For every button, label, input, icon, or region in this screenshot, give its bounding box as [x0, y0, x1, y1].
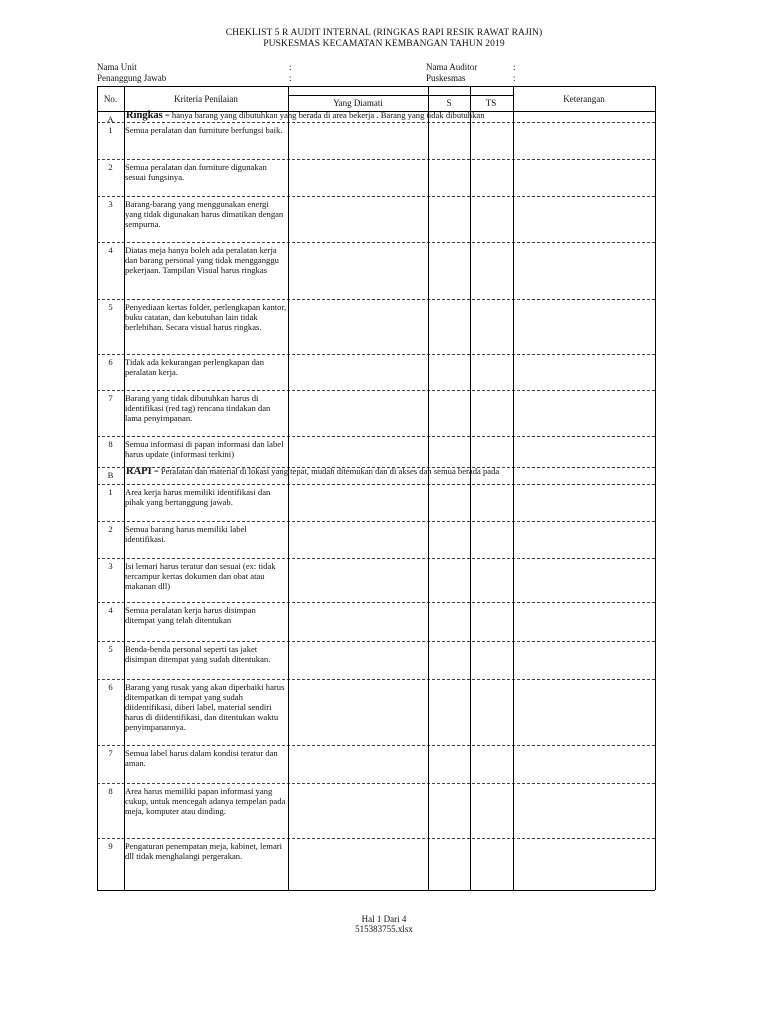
keterangan-cell[interactable]: [514, 197, 654, 241]
keterangan-cell[interactable]: [514, 485, 654, 520]
ts-check-cell[interactable]: [471, 391, 512, 435]
ts-check-cell[interactable]: [471, 522, 512, 557]
s-check-cell[interactable]: [429, 300, 469, 353]
item-criteria: Diatas meja hanya boleh ada peralatan kerja dan barang personal yang tidak mengganggu pekerjaan. Tampilan Visual harus ringkas: [125, 245, 279, 275]
keterangan-cell[interactable]: [514, 746, 654, 782]
item-criteria: Barang-barang yang menggunakan energi yang tidak digunakan harus dimatikan dengan sempurna.: [125, 199, 284, 229]
yang-diamati-cell[interactable]: [289, 160, 427, 195]
ts-check-cell[interactable]: [471, 160, 512, 195]
header-yang-diamati: Yang Diamati: [333, 98, 383, 108]
row-separator: [97, 196, 655, 197]
row-separator: [97, 838, 655, 839]
puskesmas-label: Puskesmas: [426, 73, 466, 83]
item-criteria: Barang yang rusak yang akan diperbaiki harus ditempatkan di tempat yang sudah diidentifikasi, diberi label, material sendiri harus di diidentifikasi, dan ditentukan waktu penyimpanannya.: [125, 682, 285, 732]
row-separator: [97, 602, 655, 603]
item-number: 6: [108, 682, 113, 692]
item-criteria: Penyediaan kertas folder, perlengkapan kantor, buku catatan, dan kebutuhan lain tidak berlebihan. Secara visual harus ringkas.: [125, 302, 287, 332]
ts-check-cell[interactable]: [471, 642, 512, 678]
item-number: 8: [108, 439, 113, 449]
row-separator: [97, 122, 655, 123]
keterangan-cell[interactable]: [514, 391, 654, 435]
row-separator: [97, 354, 655, 355]
header-split-line: [288, 95, 513, 96]
s-check-cell[interactable]: [429, 391, 469, 435]
column-border: [288, 86, 289, 890]
item-number: 1: [108, 487, 113, 497]
column-border: [513, 86, 514, 890]
row-separator: [97, 467, 655, 468]
keterangan-cell[interactable]: [514, 603, 654, 640]
s-check-cell[interactable]: [429, 603, 469, 640]
ts-check-cell[interactable]: [471, 355, 512, 389]
s-check-cell[interactable]: [429, 355, 469, 389]
item-criteria: Barang yang tidak dibutuhkan harus di identifikasi (red tag) rencana tindakan dan lama penyimpanan.: [125, 393, 271, 423]
s-check-cell[interactable]: [429, 123, 469, 158]
column-border: [428, 86, 429, 890]
item-number: 2: [108, 524, 113, 534]
keterangan-cell[interactable]: [514, 243, 654, 298]
item-criteria: Semua peralatan dan furniture digunakan sesuai fungsinya.: [125, 162, 267, 182]
row-separator: [97, 521, 655, 522]
s-check-cell[interactable]: [429, 485, 469, 520]
ts-check-cell[interactable]: [471, 485, 512, 520]
row-separator: [97, 390, 655, 391]
row-separator: [97, 745, 655, 746]
item-number: 4: [108, 605, 113, 615]
penanggung-jawab-sep: :: [289, 73, 292, 83]
nama-auditor-sep: :: [513, 62, 516, 72]
item-number: 5: [108, 644, 113, 654]
item-criteria: Semua informasi di papan informasi dan label harus update (informasi terkini): [125, 439, 284, 459]
s-check-cell[interactable]: [429, 642, 469, 678]
nama-unit-label: Nama Unit: [97, 62, 137, 72]
item-number: 1: [108, 125, 113, 135]
ts-check-cell[interactable]: [471, 746, 512, 782]
item-criteria: Semua barang harus memiliki label identifikasi.: [125, 524, 247, 544]
item-number: 3: [108, 199, 113, 209]
yang-diamati-cell[interactable]: [289, 437, 427, 466]
page-number: Hal 1 Dari 4: [361, 914, 407, 924]
row-separator: [97, 436, 655, 437]
ts-check-cell[interactable]: [471, 243, 512, 298]
s-check-cell[interactable]: [429, 243, 469, 298]
item-criteria: Tidak ada kekurangan perlengkapan dan peralatan kerja.: [125, 357, 265, 377]
s-check-cell[interactable]: [429, 839, 469, 889]
item-criteria: Semua peralatan kerja harus disimpan ditempat yang telah ditentukan: [125, 605, 256, 625]
row-separator: [97, 159, 655, 160]
s-check-cell[interactable]: [429, 160, 469, 195]
document-subtitle: PUSKESMAS KECAMATAN KEMBANGAN TAHUN 2019: [263, 39, 505, 49]
section-title-rest: = hanya barang yang dibutuhkan yang berada di area bekerja . Barang yang tidak dibutuhkan: [164, 110, 485, 120]
section-letter: A: [107, 114, 114, 124]
ts-check-cell[interactable]: [471, 300, 512, 353]
row-separator: [97, 558, 655, 559]
yang-diamati-cell[interactable]: [289, 391, 427, 435]
ts-check-cell[interactable]: [471, 680, 512, 744]
s-check-cell[interactable]: [429, 522, 469, 557]
ts-check-cell[interactable]: [471, 197, 512, 241]
section-title-bold: RAPI: [126, 466, 152, 477]
keterangan-cell[interactable]: [514, 559, 654, 601]
keterangan-cell[interactable]: [514, 437, 654, 466]
yang-diamati-cell[interactable]: [289, 559, 427, 601]
item-criteria: Pengaturan penempatan meja, kabinet, lemari dll tidak menghalangi pergerakan.: [125, 841, 283, 861]
item-number: 7: [108, 748, 113, 758]
yang-diamati-cell[interactable]: [289, 123, 427, 158]
header-keterangan: Keterangan: [563, 94, 605, 104]
column-border: [97, 86, 98, 890]
ts-check-cell[interactable]: [471, 123, 512, 158]
yang-diamati-cell[interactable]: [289, 300, 427, 353]
nama-unit-sep: :: [289, 62, 292, 72]
s-check-cell[interactable]: [429, 437, 469, 466]
section-letter: B: [107, 470, 114, 480]
row-separator: [97, 679, 655, 680]
row-separator: [97, 299, 655, 300]
keterangan-cell[interactable]: [514, 160, 654, 195]
keterangan-cell[interactable]: [514, 642, 654, 678]
item-number: 6: [108, 357, 113, 367]
keterangan-cell[interactable]: [514, 123, 654, 158]
row-separator: [97, 484, 655, 485]
column-border: [655, 86, 656, 890]
item-criteria: Area harus memiliki papan informasi yang cukup, untuk mencegah adanya tempelan pada meja, komputer atau dinding.: [125, 786, 286, 816]
item-number: 2: [108, 162, 113, 172]
item-number: 9: [108, 841, 113, 851]
item-number: 3: [108, 561, 113, 571]
item-number: 8: [108, 786, 113, 796]
document-title: CHEKLIST 5 R AUDIT INTERNAL (RINGKAS RAPI RESIK RAWAT RAJIN): [225, 28, 543, 38]
row-separator: [97, 242, 655, 243]
s-check-cell[interactable]: [429, 680, 469, 744]
table-top-border: [97, 86, 655, 87]
item-criteria: Benda-benda personal seperti tas jaket disimpan ditempat yang sudah ditentukan.: [125, 644, 271, 664]
keterangan-cell[interactable]: [514, 355, 654, 389]
item-criteria: Area kerja harus memiliki identifikasi dan pihak yang bertanggung jawab.: [125, 487, 271, 507]
header-ts: TS: [485, 98, 497, 108]
row-separator: [97, 641, 655, 642]
puskesmas-sep: :: [513, 73, 516, 83]
column-border: [124, 86, 125, 890]
ts-check-cell[interactable]: [471, 437, 512, 466]
file-name: 515383755.xlsx: [355, 924, 413, 934]
section-title-rest: = Peralatan dan material di lokasi yang tepat, mudah ditemukan dan di akses dan semua berada pada: [153, 466, 500, 476]
keterangan-cell[interactable]: [514, 839, 654, 889]
penanggung-jawab-label: Penanggung Jawab: [97, 73, 167, 83]
item-criteria: Isi lemari harus teratur dan sesuai (ex: tidak tercampur kertas dokumen dan obat atau makanan dll): [125, 561, 276, 591]
yang-diamati-cell[interactable]: [289, 642, 427, 678]
item-number: 4: [108, 245, 113, 255]
header-kriteria: Kriteria Penilaian: [174, 94, 238, 104]
keterangan-cell[interactable]: [514, 522, 654, 557]
yang-diamati-cell[interactable]: [289, 243, 427, 298]
ts-check-cell[interactable]: [471, 559, 512, 601]
ts-check-cell[interactable]: [471, 839, 512, 889]
yang-diamati-cell[interactable]: [289, 197, 427, 241]
keterangan-cell[interactable]: [514, 680, 654, 744]
yang-diamati-cell[interactable]: [289, 680, 427, 744]
yang-diamati-cell[interactable]: [289, 522, 427, 557]
keterangan-cell[interactable]: [514, 784, 654, 837]
yang-diamati-cell[interactable]: [289, 839, 427, 889]
header-no: No.: [103, 94, 118, 104]
header-s: S: [446, 98, 452, 108]
table-bottom-border: [97, 890, 655, 891]
ts-check-cell[interactable]: [471, 603, 512, 640]
ts-check-cell[interactable]: [471, 784, 512, 837]
header-bottom-border: [97, 111, 655, 112]
s-check-cell[interactable]: [429, 746, 469, 782]
column-border: [470, 86, 471, 890]
nama-auditor-label: Nama Auditor: [426, 62, 478, 72]
yang-diamati-cell[interactable]: [289, 355, 427, 389]
section-title-bold: Ringkas: [126, 110, 163, 121]
item-criteria: Semua label harus dalam kondisi teratur dan aman.: [125, 748, 278, 768]
s-check-cell[interactable]: [429, 197, 469, 241]
item-number: 5: [108, 302, 113, 312]
yang-diamati-cell[interactable]: [289, 485, 427, 520]
yang-diamati-cell[interactable]: [289, 784, 427, 837]
yang-diamati-cell[interactable]: [289, 603, 427, 640]
item-number: 7: [108, 393, 113, 403]
s-check-cell[interactable]: [429, 784, 469, 837]
s-check-cell[interactable]: [429, 559, 469, 601]
item-criteria: Semua peralatan dan furniture berfungsi baik.: [125, 125, 283, 135]
keterangan-cell[interactable]: [514, 300, 654, 353]
row-separator: [97, 783, 655, 784]
yang-diamati-cell[interactable]: [289, 746, 427, 782]
